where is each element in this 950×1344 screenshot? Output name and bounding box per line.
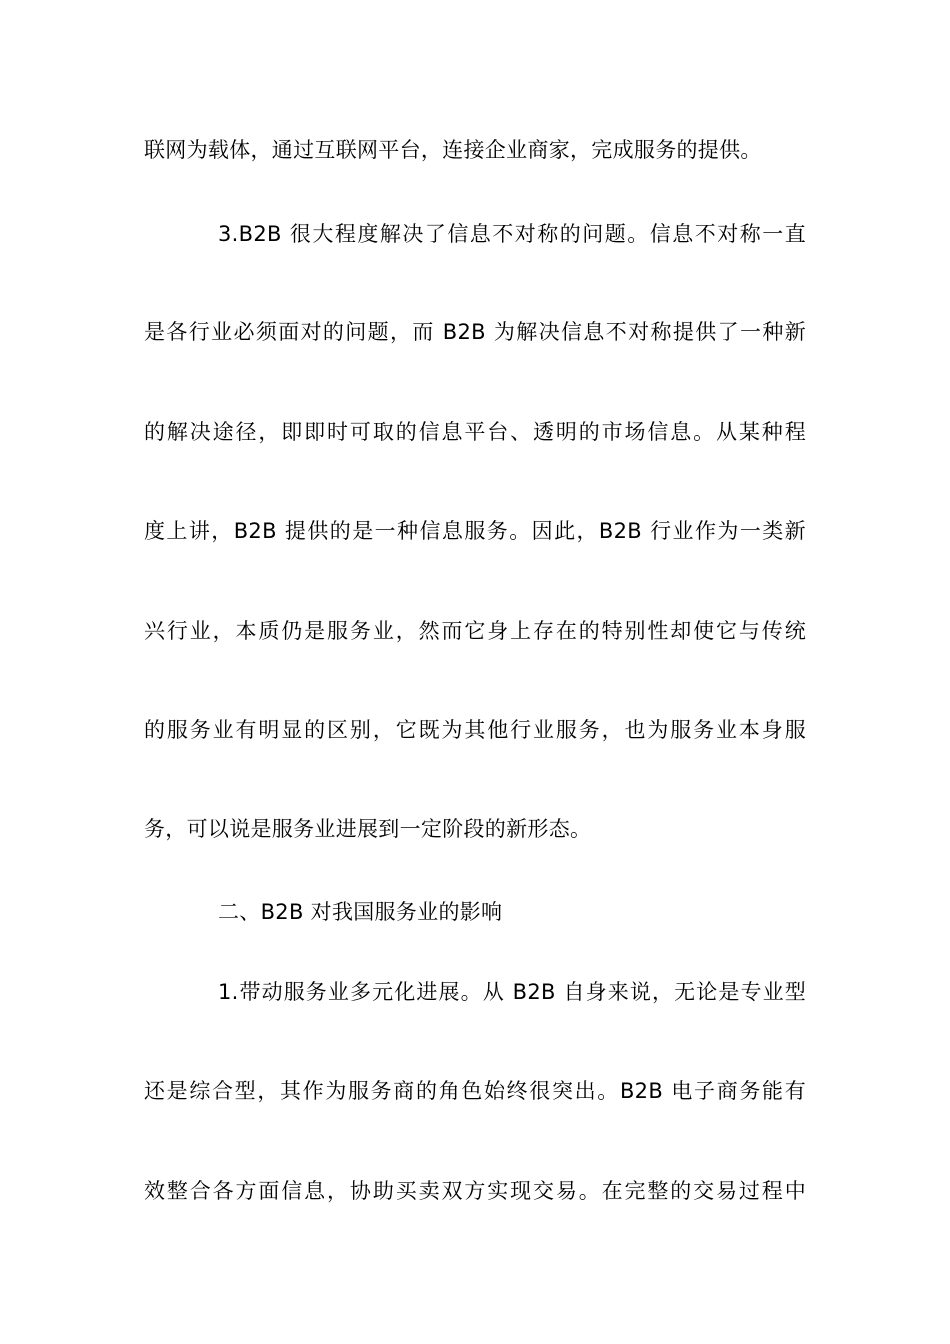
- paragraph-1-first-line: 1.带动服务业多元化进展。从 B2B 自身来说，无论是专业型: [218, 980, 806, 1004]
- text-line-3: 是各行业必须面对的问题，而 B2B 为解决信息不对称提供了一种新: [144, 320, 806, 344]
- text-line-12: 效整合各方面信息，协助买卖双方实现交易。在完整的交易过程中: [144, 1179, 806, 1203]
- text-line-8: 务，可以说是服务业进展到一定阶段的新形态。: [144, 817, 592, 841]
- paragraph-3-first-line: 3.B2B 很大程度解决了信息不对称的问题。信息不对称一直: [218, 222, 806, 246]
- text-line-11: 还是综合型，其作为服务商的角色始终很突出。B2B 电子商务能有: [144, 1079, 806, 1103]
- text-line-5: 度上讲，B2B 提供的是一种信息服务。因此，B2B 行业作为一类新: [144, 519, 806, 543]
- text-line-4: 的解决途径，即即时可取的信息平台、透明的市场信息。从某种程: [144, 420, 806, 444]
- section-heading: 二、B2B 对我国服务业的影响: [218, 900, 503, 924]
- text-line-6: 兴行业，本质仍是服务业，然而它身上存在的特别性却使它与传统: [144, 619, 806, 643]
- text-line-7: 的服务业有明显的区别，它既为其他行业服务，也为服务业本身服: [144, 718, 806, 742]
- text-line-1: 联网为载体，通过互联网平台，连接企业商家，完成服务的提供。: [144, 138, 762, 162]
